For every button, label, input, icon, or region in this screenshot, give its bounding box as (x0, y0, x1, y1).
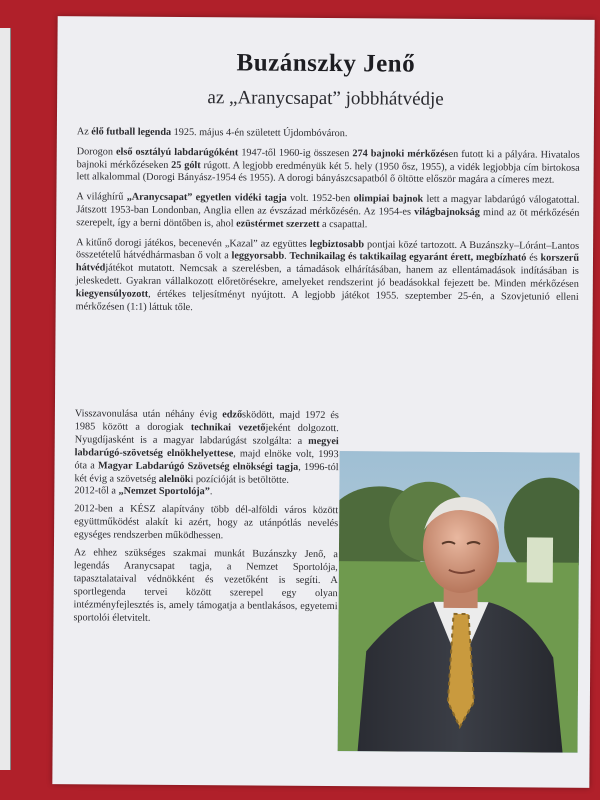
text: A kitűnő dorogi játékos, becenevén „Kazal” az együttes (76, 236, 310, 250)
bold-text: világbajnokság (414, 206, 480, 219)
bold-text: első osztályú labdarúgóként (116, 146, 239, 159)
bold-text: olimpiai bajnok (353, 193, 424, 205)
bold-text: kiegyensúlyozott (75, 288, 149, 300)
text: rúgott. A legjobb eredményük két 5. hely (1950 ősz, 1955), a vidék legjobbja cím birtokosa lett alkalommal (Dorogi Bányász-1954 és 1955). A dorogi bányászcsapatból ő öltötte először magára a címeres mezt. (76, 159, 580, 186)
paragraph-career (74, 408, 339, 500)
bold-text: 274 bajnoki mérkőzés (352, 147, 449, 160)
adjacent-poster-edge (0, 28, 11, 770)
text: jeként dolgozott. Nyugdíjasként is a magyar labdarúgást szolgálta: a (74, 422, 339, 447)
text: 2012-től a (74, 485, 119, 498)
text: . (209, 486, 213, 498)
page-title: Buzánszky Jenő (236, 49, 416, 78)
text: A világhírű (76, 191, 127, 203)
background-figure (527, 537, 553, 582)
text: , 1996-tól két évig a szövetség (74, 461, 339, 485)
bold-text: technikai vezető (190, 421, 266, 434)
portrait-illustration (338, 451, 580, 753)
bold-text: „Nemzet Sportolója” (118, 486, 210, 498)
text: 1925. május 4-én született Újdombóváron. (171, 126, 348, 140)
paragraph-aranycsapat (76, 191, 579, 233)
paragraph-dorog (77, 146, 580, 188)
text: és (526, 252, 541, 264)
bold-text: leggyorsabb (231, 250, 285, 263)
portrait-photo (338, 451, 580, 753)
bold-text: korszerű hátvéd (75, 252, 580, 274)
text: pontjai közé tartozott. A Buzánszky–Lóránt–Lantos összetételű hátvédhármasban ő volt a (75, 238, 580, 262)
paragraph-patron: Az ehhez szükséges szakmai munkát Buzánszky Jenő, a legendás Aranycsapat tagja, a Nemzet Sportolója, tapasztalataival védnökként és vezetőként is segíti. A sportlegenda tervei között szerepel egy olyan intézményfejlesztés is, amely támogatja a bentlakásos, egyetemi sportolói életvitelt. (73, 547, 338, 624)
text: en futott ki a pályára. Hivatalos bajnoki mérkőzéseken (76, 148, 580, 171)
bold-text: legbiztosabb (309, 238, 365, 250)
text: . (284, 251, 290, 263)
text: Visszavonulása után néhány évig (74, 408, 223, 421)
text: , majd elnöke volt, 1993 óta a (74, 448, 339, 472)
bold-text: edző (222, 409, 243, 421)
bold-text: „Aranycsapat” egyetlen vidéki tagja (126, 191, 287, 204)
paragraph-birth (77, 126, 580, 142)
text: Dorogon (76, 146, 117, 158)
text: 1947-től 1960-ig összesen (238, 147, 353, 159)
lower-left-text (73, 408, 339, 631)
text: mind az öt mérkőzésén szerepelt, így a berni döntőben is, ahol (76, 207, 580, 230)
text: lett a magyar labdarúgó válogatottal. Játszott 1953-ban Londonban, Anglia ellen az évszázad mérkőzésén. Az 1954-es (76, 193, 580, 218)
text: i pozícióját is betöltötte. (190, 473, 289, 486)
paragraph-kesz: 2012-ben a KÉSZ alapítvány több dél-alföldi város között együttműködést alakít ki azért, hogy az utánpótlás nevelés egységes rendszerben működhessen. (74, 503, 339, 542)
bold-text: 25 gólt (171, 159, 201, 171)
page-subtitle: az „Aranycsapat” jobbhátvédje (207, 87, 444, 110)
bold-text: alelnök (158, 473, 191, 485)
bold-text: Technikailag és taktikailag egyaránt érett, megbízható (289, 251, 527, 264)
paragraph-kazal (76, 237, 580, 317)
text: volt. 1952-ben (286, 192, 354, 205)
text: játékot mutatott. Nemcsak a szerelésben, a támadások elhárításában, hanem az ellentámadások indításában is jeleskedett. Gyakran vállalkozott előretörésekre, amelyeket rendszerint jó beadásokkal fejezett be. Minden mérkőzésen (75, 262, 579, 290)
bold-text: megyei labdarúgó-szövetség elnökhelyettese (74, 435, 339, 460)
text: Az (76, 126, 92, 138)
text: a csapattal. (319, 218, 368, 231)
poster-sheet (52, 16, 594, 788)
text: sködött, majd 1972 és 1985 között a dorogiak (74, 409, 339, 433)
bold-text: élő futball legenda (91, 126, 172, 138)
bold-text: ezüstérmet szerzett (236, 218, 320, 230)
text: , értékes teljesítményt nyújtott. A legjobb játékot 1955. szeptember 25-én, a Szovjetunió elleni mérkőzésen (1:1) láttuk tőle. (75, 288, 579, 313)
bold-text: Magyar Labdarúgó Szövetség elnökségi tagja (98, 460, 299, 473)
main-text (76, 126, 580, 324)
